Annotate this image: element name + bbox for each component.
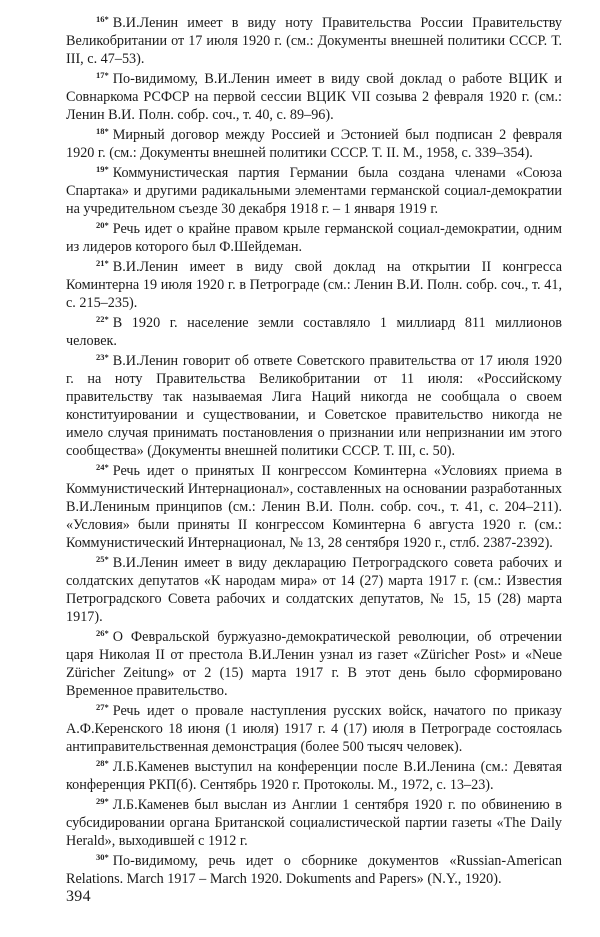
footnote bbox=[66, 220, 562, 256]
footnote bbox=[66, 758, 562, 794]
footnote-text: В.И.Ленин имеет в виду декларацию Петроградского совета рабочих и солдатских депутатов «К народам мира» от 14 (27) марта 1917 г. (см.: Известия Петроградского Совета рабочих и солдатских депутатов, № 15, 15 (28) марта 1917). bbox=[66, 555, 562, 625]
footnote bbox=[66, 628, 562, 700]
footnote bbox=[66, 796, 562, 850]
footnote-text: По-видимому, речь идет о сборнике документов «Russian-American Relations. March 1917 – March 1920. Dokuments and Papers» (N.Y., 1920). bbox=[66, 853, 562, 887]
footnote-number: 29* bbox=[96, 796, 109, 806]
page-number: 394 bbox=[66, 888, 91, 905]
footnote-text: Речь идет о провале наступления русских войск, начатого по приказу А.Ф.Керенского 18 июня (1 июля) 1917 г. 4 (17) июля в Петрограде состоялась антиправительственная демонстрация (более 500 тысяч человек). bbox=[66, 703, 562, 755]
footnote-number: 22* bbox=[96, 314, 109, 324]
footnote bbox=[66, 164, 562, 218]
footnote bbox=[66, 70, 562, 124]
footnote-number: 28* bbox=[96, 758, 109, 768]
footnote-text: Л.Б.Каменев выступил на конференции после В.И.Ленина (см.: Девятая конференция РКП(б). Сентябрь 1920 г. Протоколы. М., 1972, с. 13–23). bbox=[66, 759, 562, 793]
footnote-number: 30* bbox=[96, 852, 109, 862]
footnote-text: Речь идет о крайне правом крыле германской социал-демократии, одним из лидеров которого был Ф.Шейдеман. bbox=[66, 221, 562, 255]
footnote-number: 19* bbox=[96, 164, 109, 174]
footnote-number: 18* bbox=[96, 126, 109, 136]
footnote-number: 20* bbox=[96, 220, 109, 230]
footnote-number: 16* bbox=[96, 14, 109, 24]
footnote-number: 25* bbox=[96, 554, 109, 564]
footnote bbox=[66, 462, 562, 552]
footnote-text: По-видимому, В.И.Ленин имеет в виду свой доклад о работе ВЦИК и Совнаркома РСФСР на первой сессии ВЦИК VII созыва 2 февраля 1920 г. (см.: Ленин В.И. Полн. собр. соч., т. 40, с. 89–96). bbox=[66, 71, 562, 123]
footnote-text: В 1920 г. население земли составляло 1 миллиард 811 миллионов человек. bbox=[66, 315, 562, 349]
footnote bbox=[66, 554, 562, 626]
footnote-number: 26* bbox=[96, 628, 109, 638]
footnote bbox=[66, 14, 562, 68]
footnote-number: 21* bbox=[96, 258, 109, 268]
footnote-text: О Февральской буржуазно-демократической революции, об отречении царя Николая II от престола В.И.Ленин узнал из газет «Züricher Post» и «Neue Züricher Zeitung» от 2 (15) марта 1917 г. В этот день было сформировано Временное правительство. bbox=[66, 629, 562, 699]
footnote-text: Мирный договор между Россией и Эстонией был подписан 2 февраля 1920 г. (см.: Документы внешней политики СССР. Т. II. М., 1958, с. 339–354). bbox=[66, 127, 562, 161]
footnote bbox=[66, 852, 562, 888]
footnotes-section bbox=[66, 14, 562, 888]
footnote-number: 17* bbox=[96, 70, 109, 80]
footnote bbox=[66, 702, 562, 756]
footnote bbox=[66, 258, 562, 312]
footnote-number: 23* bbox=[96, 352, 109, 362]
footnote-text: Речь идет о принятых II конгрессом Коминтерна «Условиях приема в Коммунистический Интернационал», составленных на основании разработанных В.И.Лениным принципов (см.: Ленин В.И. Полн. собр. соч., т. 41, с. 204–211). «Условия» были приняты II конгрессом Коминтерна 6 августа 1920 г. (см.: Коммунистический Интернационал, № 13, 28 сентября 1920 г., стлб. 2387-2392). bbox=[66, 463, 562, 551]
footnote-text: В.И.Ленин говорит об ответе Советского правительства от 17 июля 1920 г. на ноту Правительства Великобритании от 11 июля: «Российскому правительству так называемая Лига Наций никогда не сообщала о своем конституировании и существовании, и Советское правительство никогда не имело случая принимать постановления о признании или непризнании им этого сообщества» (Документы внешней политики СССР. Т. III, с. 50). bbox=[66, 353, 562, 459]
footnote-text: Л.Б.Каменев был выслан из Англии 1 сентября 1920 г. по обвинению в субсидировании органа Британской социалистической партии газеты «The Daily Herald», выходившей с 1912 г. bbox=[66, 797, 562, 849]
footnote-number: 27* bbox=[96, 702, 109, 712]
footnote-number: 24* bbox=[96, 462, 109, 472]
footnote bbox=[66, 126, 562, 162]
footnote-text: Коммунистическая партия Германии была создана членами «Союза Спартака» и другими радикальными элементами германской социал-демократии на учредительном съезде 30 декабря 1918 г. – 1 января 1919 г. bbox=[66, 165, 562, 217]
footnote bbox=[66, 352, 562, 460]
footnote-text: В.И.Ленин имеет в виду свой доклад на открытии II конгресса Коминтерна 19 июля 1920 г. в Петрограде (см.: Ленин В.И. Полн. собр. соч., т. 41, с. 215–235). bbox=[66, 259, 562, 311]
footnote bbox=[66, 314, 562, 350]
footnote-text: В.И.Ленин имеет в виду ноту Правительства России Правительству Великобритании от 17 июля 1920 г. (см.: Документы внешней политики СССР. Т. III, с. 47–53). bbox=[66, 15, 562, 67]
